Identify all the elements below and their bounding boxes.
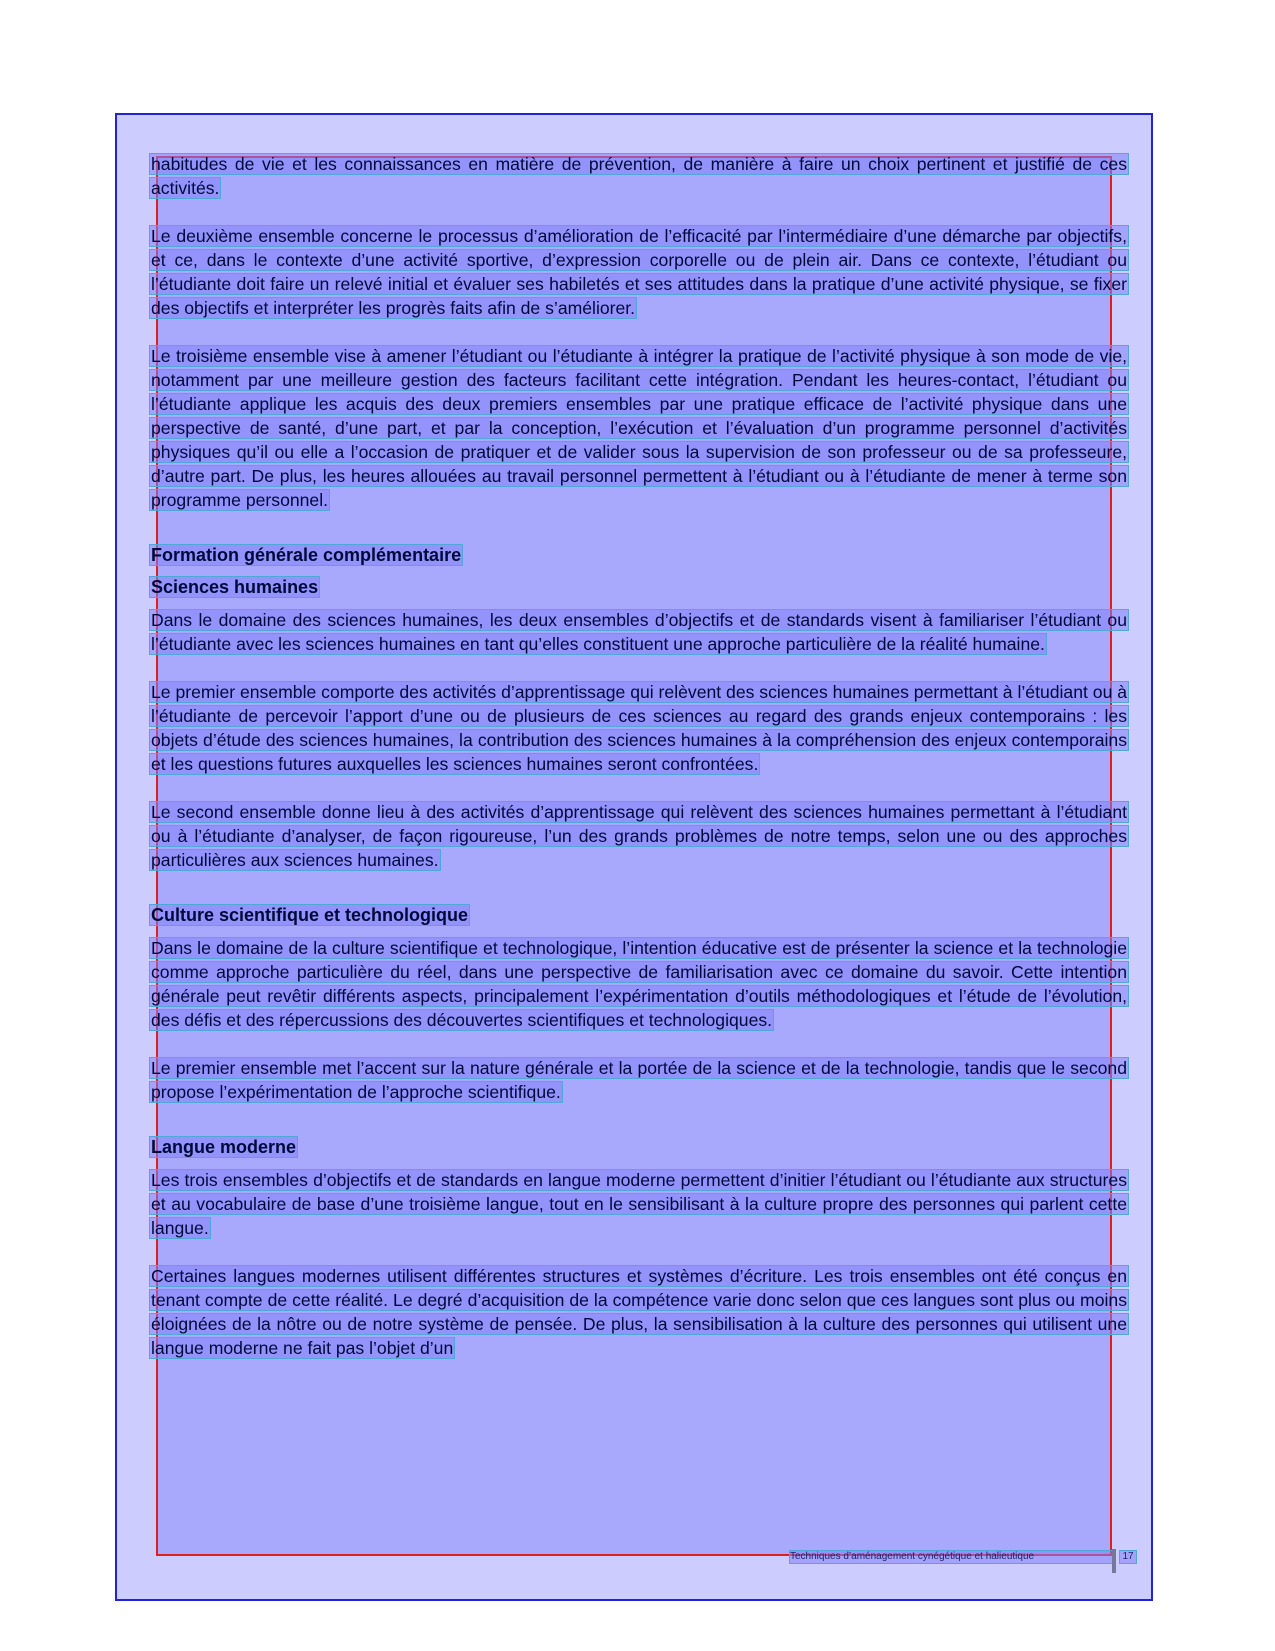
page-footer — [790, 1549, 1134, 1569]
subsection-heading: Culture scientifique et technologique — [151, 905, 469, 925]
paragraph: Dans le domaine de la culture scientifique et technologique, l’intention éducative est de présenter la science et la technologie comme approche particulière du réel, dans une perspective de familiarisation avec ce domaine du savoir. Cette intention générale peut revêtir différents aspects, principalement l’expérimentation d’outils méthodologiques et l’étude de l’évolution, des défis et des répercussions des découvertes scientifiques et technologiques. — [151, 938, 1127, 1030]
paragraph: Les trois ensembles d’objectifs et de standards en langue moderne permettent d’initier l’étudiant ou l’étudiante aux structures et au vocabulaire de base d’une troisième langue, tout en le sensibilisant à la culture propre des personnes qui parlent cette langue. — [151, 1170, 1127, 1238]
paragraph: Dans le domaine des sciences humaines, les deux ensembles d’objectifs et de standards visent à familiariser l’étudiant ou l’étudiante avec les sciences humaines en tant qu’elles constituent une approche particulière de la réalité humaine. — [151, 610, 1127, 654]
subsection-heading: Sciences humaines — [151, 577, 319, 597]
section-heading: Formation générale complémentaire — [151, 545, 462, 565]
paragraph: Certaines langues modernes utilisent différentes structures et systèmes d’écriture. Les trois ensembles ont été conçus en tenant compte de cette réalité. Le degré d’acquisition de la compétence varie donc selon que ces langues sont plus ou moins éloignées de la nôtre ou de notre système de pensée. De plus, la sensibilisation à la culture des personnes qui utilisent une langue moderne ne fait pas l’objet d’un — [151, 1266, 1127, 1358]
footer-separator — [1112, 1549, 1116, 1573]
document-body — [150, 152, 1128, 1384]
paragraph: Le troisième ensemble vise à amener l’étudiant ou l’étudiante à intégrer la pratique de l’activité physique à son mode de vie, notamment par une meilleure gestion des facteurs facilitant cette intégration. Pendant les heures-contact, l’étudiant ou l’étudiante applique les acquis des deux premiers ensembles par une pratique efficace de l’activité physique dans une perspective de santé, d’une part, et par la conception, l’exécution et l’évaluation d’un programme personnel d’activités physiques qu’il ou elle a l’occasion de pratiquer et de valider sous la supervision de son professeur ou de sa professeure, d’autre part. De plus, les heures allouées au travail personnel permettent à l’étudiant ou à l’étudiante de mener à terme son programme personnel. — [151, 346, 1127, 510]
paragraph: Le premier ensemble met l’accent sur la nature générale et la portée de la science et de la technologie, tandis que le second propose l’expérimentation de l’approche scientifique. — [151, 1058, 1127, 1102]
footer-program-title: Techniques d’aménagement cynégétique et halieutique — [790, 1551, 1112, 1563]
paragraph: habitudes de vie et les connaissances en matière de prévention, de manière à faire un choix pertinent et justifié de ces activités. — [151, 154, 1127, 198]
paragraph: Le second ensemble donne lieu à des activités d’apprentissage qui relèvent des sciences humaines permettant à l’étudiant ou à l’étudiante d’analyser, de façon rigoureuse, l’un des grands problèmes de notre temps, selon une ou des approches particulières aux sciences humaines. — [151, 802, 1127, 870]
paragraph: Le deuxième ensemble concerne le processus d’amélioration de l’efficacité par l’intermédiaire d’une démarche par objectifs, et ce, dans le contexte d’une activité sportive, d’expression corporelle ou de plein air. Dans ce contexte, l’étudiant ou l’étudiante doit faire un relevé initial et évaluer ses habiletés et ses attitudes dans la pratique d’une activité physique, se fixer des objectifs et interpréter les progrès faits afin de s’améliorer. — [151, 226, 1127, 318]
page-number: 17 — [1120, 1551, 1136, 1563]
paragraph: Le premier ensemble comporte des activités d’apprentissage qui relèvent des sciences humaines permettant à l’étudiant ou à l’étudiante de percevoir l’apport d’une ou de plusieurs de ces sciences au regard des grands enjeux contemporains : les objets d’étude des sciences humaines, la contribution des sciences humaines à la compréhension des enjeux contemporains et les questions futures auxquelles les sciences humaines seront confrontées. — [151, 682, 1128, 774]
subsection-heading: Langue moderne — [151, 1137, 297, 1157]
